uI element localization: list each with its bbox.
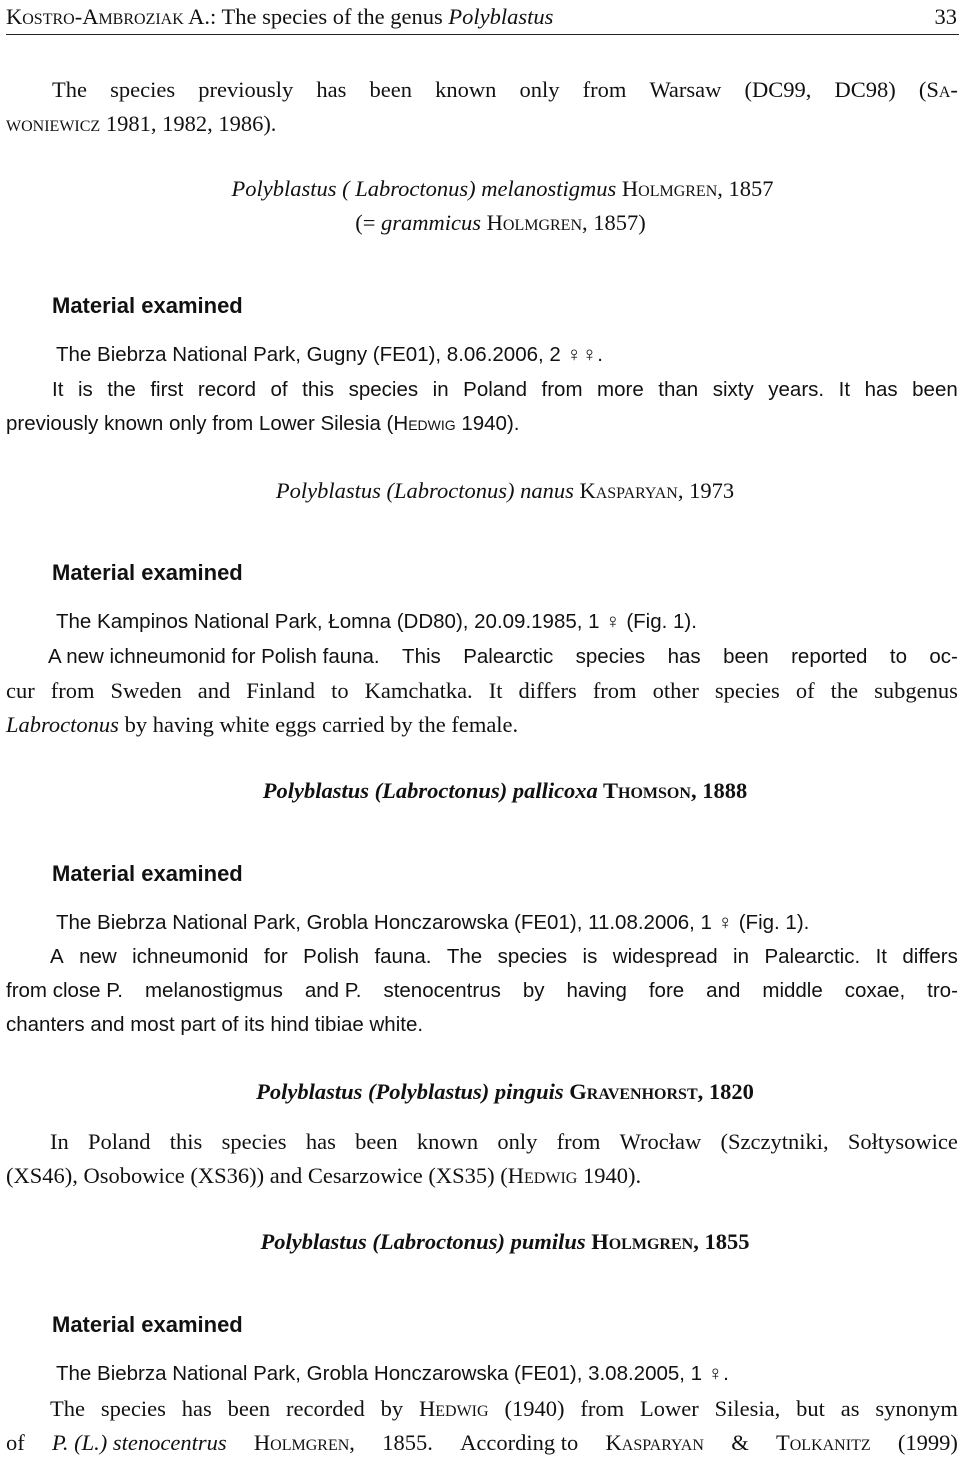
word: has	[667, 645, 701, 668]
note-line-2	[6, 1165, 641, 1188]
note-line-2	[6, 414, 519, 435]
word: species	[110, 77, 176, 102]
word: Finland	[246, 678, 316, 703]
word: It	[838, 378, 851, 401]
word: The	[50, 1396, 85, 1421]
word: but	[796, 1396, 825, 1421]
word: been	[912, 378, 958, 401]
citation-author: Hedwig	[507, 1163, 578, 1188]
species-name: Polyblastus	[231, 176, 337, 201]
word: tro-	[927, 979, 958, 1002]
word: (Szczytniki,	[720, 1129, 829, 1154]
species-name: Polyblastus (Labroctonus) pallicoxa	[262, 778, 598, 803]
word: has	[181, 1396, 212, 1421]
note-text: previously known only from Lower Silesia (	[6, 412, 394, 435]
record-text: The Kampinos National Park, Łomna (DD80), 20.09.1985, 1	[56, 610, 606, 633]
word: to	[889, 645, 907, 668]
intro-line-2: woniewicz 1981, 1982, 1986).	[6, 111, 277, 136]
word: coxae,	[844, 979, 906, 1002]
word: In	[50, 1129, 69, 1154]
word: widespread	[612, 945, 718, 968]
note-text: (XS46), Osobowice (XS36)) and Cesarzowice (XS35) (	[6, 1163, 508, 1188]
species-year: , 1857	[717, 176, 774, 201]
note-text: According to	[460, 1430, 579, 1455]
word: for	[263, 945, 288, 968]
word: new	[79, 945, 117, 968]
species-title-nanus	[0, 480, 960, 503]
word: from	[592, 678, 637, 703]
word: from	[580, 1396, 625, 1421]
word: differs	[902, 945, 958, 968]
word: fauna.	[374, 945, 432, 968]
note-line-3	[6, 714, 518, 737]
word: known	[435, 77, 497, 102]
intro-line-1	[52, 79, 958, 102]
word: Palearctic.	[764, 945, 861, 968]
word: species	[348, 378, 419, 401]
species-author: Gravenhorst	[563, 1079, 698, 1104]
word: from	[50, 678, 95, 703]
word: It	[875, 945, 887, 968]
record-end: .	[723, 1362, 729, 1385]
word: Sweden	[110, 678, 182, 703]
word: middle	[762, 979, 823, 1002]
subgenus-name: Labroctonus	[6, 712, 119, 737]
word: the	[107, 378, 136, 401]
word: of	[795, 678, 815, 703]
word: recorded	[286, 1396, 365, 1421]
word: more	[597, 378, 644, 401]
word: record	[197, 378, 256, 401]
word: species	[575, 645, 646, 668]
word: to	[331, 678, 349, 703]
species-epithet: stenocentrus	[383, 979, 501, 1002]
word: only	[497, 1129, 538, 1154]
species-year: , 1888	[690, 778, 748, 803]
word: Poland	[463, 378, 527, 401]
word: (1940)	[504, 1396, 565, 1421]
note-line-2	[6, 981, 958, 1002]
word: synonym	[875, 1396, 958, 1421]
female-symbol: ♀	[717, 911, 734, 934]
word: This	[402, 645, 441, 668]
species-title-pallicoxa	[0, 780, 960, 803]
note-line-1	[52, 380, 958, 401]
word: this	[169, 1129, 203, 1154]
word: and	[706, 979, 741, 1002]
word: from	[582, 77, 627, 102]
record-end: .	[597, 343, 603, 366]
word: than	[658, 378, 699, 401]
word: only	[519, 77, 560, 102]
word: It	[488, 678, 503, 703]
note-line-1	[50, 947, 958, 968]
word: from	[541, 378, 583, 401]
citation-year: (1999)	[897, 1430, 958, 1455]
note-text: of	[6, 1430, 25, 1455]
word: (DC99,	[744, 77, 812, 102]
header-sep: :	[210, 4, 222, 29]
species-year: , 1855	[693, 1229, 750, 1254]
material-heading: Material examined	[52, 293, 243, 318]
note-line-2	[6, 1432, 958, 1455]
header-genus: Polyblastus	[448, 4, 554, 29]
word: first	[150, 378, 184, 401]
word: The	[52, 77, 87, 102]
record-line	[56, 913, 809, 934]
citation-author: Kasparyan	[605, 1430, 704, 1455]
word: Sołtysowice	[847, 1129, 958, 1154]
record-line	[56, 345, 603, 366]
word: has	[305, 1129, 336, 1154]
running-header	[6, 6, 959, 29]
note-text: A new ichneumonid for Polish fauna.	[48, 645, 380, 668]
word: has	[864, 378, 898, 401]
word: Polish	[303, 945, 360, 968]
word: species	[714, 678, 780, 703]
synonym-author: Holmgren	[481, 210, 583, 235]
word: having	[566, 979, 627, 1002]
word: cur	[6, 678, 35, 703]
word: oc-	[929, 645, 958, 668]
record-line	[56, 1364, 729, 1385]
species-year: , 1973	[677, 478, 735, 503]
female-symbol: ♀	[707, 1362, 724, 1385]
word: years.	[768, 378, 825, 401]
word: been	[369, 77, 412, 102]
synonym-year: , 1857)	[582, 210, 646, 235]
species-year: , 1820	[697, 1079, 754, 1104]
note-line-2	[6, 680, 958, 703]
word: been	[723, 645, 769, 668]
record-line	[56, 612, 697, 633]
word: fore	[648, 979, 685, 1002]
word: subgenus	[874, 678, 958, 703]
word: Poland	[88, 1129, 151, 1154]
word: has	[316, 77, 347, 102]
header-rule	[6, 34, 959, 35]
species-name: Polyblastus (Polyblastus) pinguis	[256, 1079, 564, 1104]
word: by	[522, 979, 545, 1002]
note-line-1	[50, 1131, 958, 1154]
word: Wrocław	[619, 1129, 702, 1154]
species-title-pumilus	[0, 1231, 960, 1254]
species-name: Polyblastus (Labroctonus) pumilus	[260, 1229, 586, 1254]
word: from	[556, 1129, 601, 1154]
word: species	[100, 1396, 166, 1421]
record-end: (Fig. 1).	[620, 610, 697, 633]
word: reported	[791, 645, 868, 668]
species-author: Thomson	[597, 778, 691, 803]
word: Warsaw	[649, 77, 722, 102]
word: in	[733, 945, 750, 968]
species-name: Polyblastus (Labroctonus) nanus	[275, 478, 574, 503]
material-heading: Material examined	[52, 560, 243, 585]
note-line-1	[50, 1398, 958, 1421]
word: other	[652, 678, 699, 703]
word: A	[50, 945, 64, 968]
word: Silesia,	[714, 1396, 781, 1421]
word: in	[432, 378, 449, 401]
record-text: The Biebrza National Park, Grobla Honczarowska (FE01), 11.08.2006, 1	[56, 911, 718, 934]
species-subgenus: ( Labroctonus) melanostigmus	[336, 176, 617, 201]
word: and	[197, 678, 231, 703]
word: is	[77, 378, 93, 401]
citation-author: Holmgren,	[253, 1430, 355, 1455]
citation-year: 1940).	[577, 1163, 642, 1188]
citation-year: 1940).	[455, 412, 520, 435]
word: Lower	[639, 1396, 699, 1421]
synonym-name: grammicus	[381, 210, 482, 235]
note-line-1	[48, 647, 958, 668]
word: been	[227, 1396, 271, 1421]
species-author: Holmgren	[616, 176, 718, 201]
citation-author: Hedwig	[419, 1396, 489, 1421]
word: known	[416, 1129, 479, 1154]
note-text: from close P.	[6, 979, 123, 1002]
word: by	[380, 1396, 404, 1421]
citation-author: Tolkanitz	[776, 1430, 871, 1455]
species-synonym	[0, 212, 960, 235]
citation-year: 1855.	[382, 1430, 433, 1455]
word: this	[302, 378, 335, 401]
word: differs	[518, 678, 577, 703]
material-heading: Material examined	[52, 861, 243, 886]
note-text: by having white eggs carried by the female.	[118, 712, 519, 737]
word: Palearctic	[463, 645, 554, 668]
record-text: The Biebrza National Park, Grobla Honczarowska (FE01), 3.08.2005, 1	[56, 1362, 708, 1385]
species-title-melanostigmus	[0, 178, 960, 201]
header-author: Kostro-Ambroziak A.	[6, 4, 211, 29]
note-line-3: chanters and most part of its hind tibiae white.	[6, 1013, 424, 1036]
note-text: and P.	[304, 979, 362, 1002]
note-text: &	[731, 1430, 749, 1455]
word: been	[355, 1129, 398, 1154]
word: The	[446, 945, 483, 968]
synonym-open: (=	[355, 210, 382, 235]
material-heading: Material examined	[52, 1312, 243, 1337]
word: (Sa-	[918, 77, 958, 102]
word: It	[52, 378, 64, 401]
word: species	[221, 1129, 287, 1154]
species-name: P. (L.) stenocentrus	[52, 1430, 227, 1455]
species-author: Kasparyan	[573, 478, 678, 503]
word: of	[270, 378, 288, 401]
species-epithet: melanostigmus	[144, 979, 283, 1002]
word: species	[497, 945, 568, 968]
female-symbol: ♀	[605, 610, 621, 633]
word: DC98)	[834, 77, 896, 102]
citation-author: Hedwig	[393, 412, 456, 435]
record-text: The Biebrza National Park, Gugny (FE01), 8.06.2006, 2	[56, 343, 567, 366]
word: ichneumonid	[132, 945, 249, 968]
word: is	[582, 945, 598, 968]
species-author: Holmgren	[585, 1229, 694, 1254]
record-end: (Fig. 1).	[733, 911, 810, 934]
header-title: The species of the genus	[221, 4, 449, 29]
word: the	[830, 678, 859, 703]
species-title-pinguis	[0, 1081, 960, 1104]
page-number: 33	[934, 4, 957, 29]
word: sixty	[712, 378, 754, 401]
female-symbol: ♀♀	[566, 343, 598, 366]
word: as	[840, 1396, 860, 1421]
word: Kamchatka.	[364, 678, 473, 703]
word: previously	[198, 77, 294, 102]
